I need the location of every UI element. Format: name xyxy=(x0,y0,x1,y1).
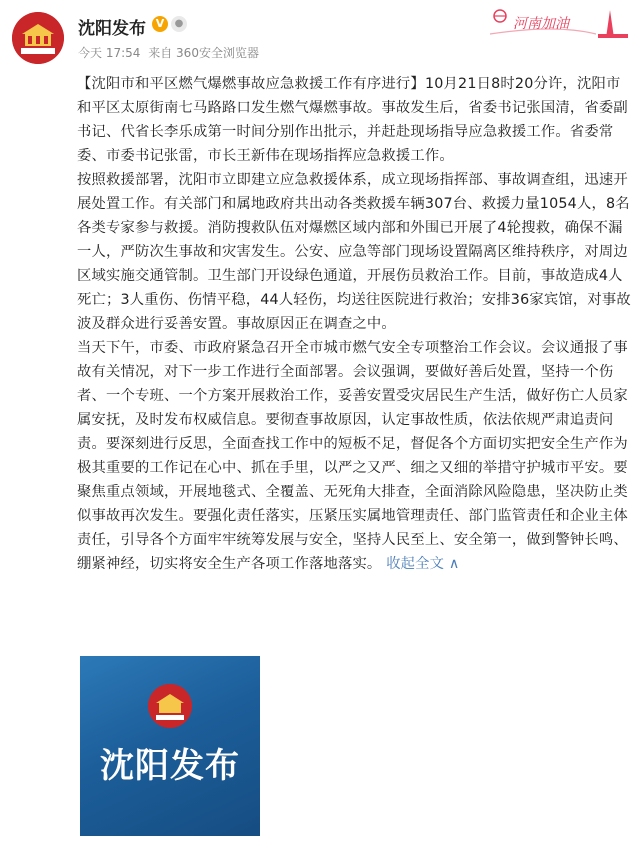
title-tag[interactable]: 【沈阳市和平区燃气爆燃事故应急救援工作有序进行】 xyxy=(77,76,425,92)
post-body xyxy=(77,72,632,576)
post-image[interactable] xyxy=(80,656,260,836)
image-title: 沈阳发布 xyxy=(100,746,240,786)
paragraph-3-text: 当天下午，市委、市政府紧急召开全市城市燃气安全专项整治工作会议。会议通报了事故有关情况，对下一步工作进行全面部署。会议强调，要做好善后处置，坚持一个伤者、一个专班、一个方案开展救治工作，妥善安置受灾居民生产生活，做好伤亡人员家属安抚，及时发布权威信息。要彻查事故原因，认定事故性质，依法依规严肃追责问责。要深刻进行反思，全面查找工作中的短板不足，督促各个方面切实把安全生产作为极其重要的工作记在心中、抓在手里，以严之又严、细之又细的举措守护城市平安。要聚焦重点领域，开展地毯式、全覆盖、无死角大排查，全面消除风险隐患，坚决防止类似事故再次发生。要强化责任落实，压紧压实属地管理责任、部门监管责任和企业主体责任，引导各个方面牢牢统筹发展与安全，坚持人民至上、安全第一，做到警钟长鸣、绷紧神经，切实将安全生产各项工作落地落实。 xyxy=(77,340,628,572)
henan-badge-text: 河南加油 xyxy=(513,16,569,32)
collapse-button[interactable]: 收起全文 ∧ xyxy=(386,556,460,572)
member-badge-icon: ● xyxy=(171,16,187,32)
post-paragraph-1 xyxy=(77,72,632,168)
paragraph-1-text: 10月21日8时20分许，沈阳市和平区太原街南七马路路口发生燃气爆燃事故。事故发生后，省委书记张国清，省委副书记、代省长李乐成第一时间分别作出批示，并赶赴现场指导应急救援工作。省委常委、市委书记张雷，市长王新伟在现场指挥应急救援工作。 xyxy=(77,76,628,164)
verified-icon: V xyxy=(152,16,168,32)
shenyang-logo-icon xyxy=(12,12,64,64)
post-time[interactable]: 今天 17:54 xyxy=(78,46,141,60)
image-logo-icon xyxy=(148,684,192,728)
post-paragraph-2: 按照救援部署，沈阳市立即建立应急救援体系，成立现场指挥部、事故调查组，迅速开展处置工作。有关部门和属地政府共出动各类救援车辆307台、救援力量1054人，8名各类专家参与救援。消防搜救队伍对爆燃区域内部和外围已开展了4轮搜救，确保不漏一人，严防次生事故和灾害发生。公安、应急等部门现场设置隔离区维持秩序，对周边区域实施交通管制。卫生部门开设绿色通道，开展伤员救治工作。目前，事故造成4人死亡；3人重伤、伤情平稳，44人轻伤，均送往医院进行救治；安排36家宾馆，对事故波及群众进行妥善安置。事故原因正在调查之中。 xyxy=(77,172,631,332)
post-paragraph-3 xyxy=(77,336,632,576)
post-meta xyxy=(78,44,263,61)
author-avatar[interactable] xyxy=(12,12,64,64)
author-name[interactable]: 沈阳发布 xyxy=(78,19,146,39)
post-source: 来自 360安全浏览器 xyxy=(148,46,259,60)
post-header xyxy=(0,0,644,72)
